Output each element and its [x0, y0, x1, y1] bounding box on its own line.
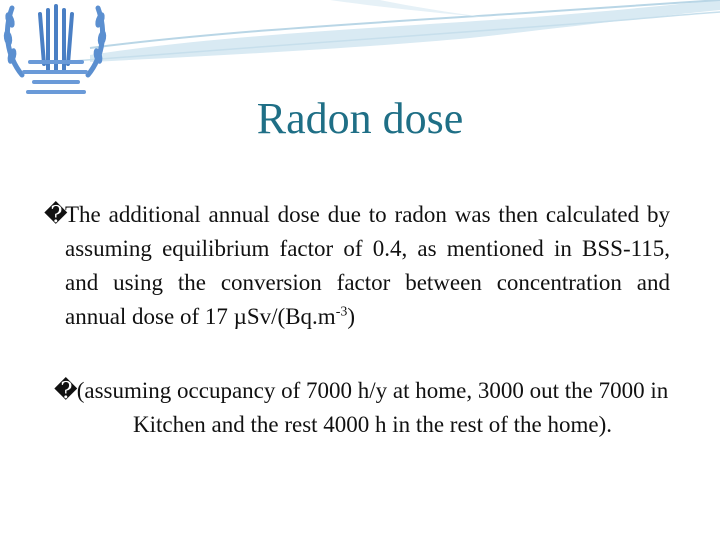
sub-bullet-text: (assuming occupancy of 7000 h/y at home, 3000 out the 7000 in Kitchen and the rest 4000 h in the rest of the home). — [76, 378, 669, 437]
bullet-end: ) — [347, 304, 356, 329]
bullet-superscript: -3 — [335, 304, 348, 320]
bullet-item — [44, 198, 670, 334]
bullet-text — [44, 198, 670, 334]
sub-bullet-marker-icon: � — [54, 378, 78, 403]
sub-bullet-item — [54, 374, 670, 442]
bullet-marker-icon: � — [44, 202, 68, 227]
slide-title: Radon dose — [256, 94, 464, 143]
wheat-wreath-logo-icon — [0, 0, 110, 95]
bullet-body: The additional annual dose due to radon was then calculated by assuming equilibrium factor of 0.4, as mentioned in BSS-115, and using the conversion factor between concentration and annual dose of 17 µSv/(Bq.m — [65, 202, 670, 329]
